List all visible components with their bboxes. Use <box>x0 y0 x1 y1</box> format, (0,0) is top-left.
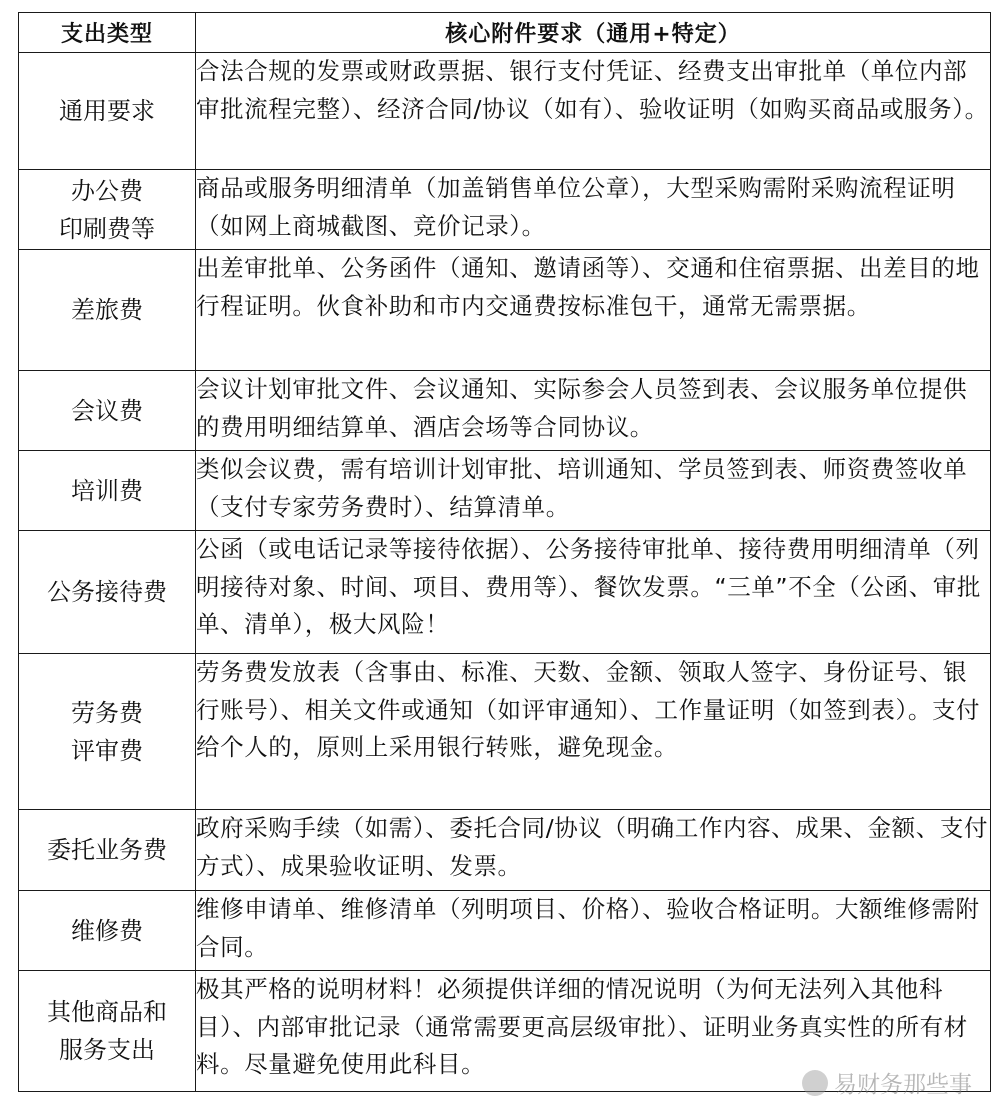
attachment-requirements-table <box>18 12 991 1092</box>
table-header-row <box>19 13 991 53</box>
expense-type-cell: 公务接待费 <box>19 531 196 654</box>
expense-type-cell: 委托业务费 <box>19 810 196 891</box>
expense-type-cell: 办公费 印刷费等 <box>19 170 196 250</box>
watermark-text: 易财务那些事 <box>834 1072 972 1098</box>
expense-type-cell: 差旅费 <box>19 250 196 371</box>
table-row <box>19 531 991 654</box>
expense-type-cell: 会议费 <box>19 371 196 451</box>
requirement-cell: 维修申请单、维修清单（列明项目、价格）、验收合格证明。大额维修需附合同。 <box>196 891 991 971</box>
requirement-cell: 商品或服务明细清单（加盖销售单位公章），大型采购需附采购流程证明（如网上商城截图、竞价记录）。 <box>196 170 991 250</box>
expense-type-cell: 劳务费 评审费 <box>19 654 196 810</box>
requirement-cell: 劳务费发放表（含事由、标准、天数、金额、领取人签字、身份证号、银行账号）、相关文件或通知（如评审通知）、工作量证明（如签到表）。支付给个人的，原则上采用银行转账，避免现金。 <box>196 654 991 810</box>
requirement-cell: 出差审批单、公务函件（通知、邀请函等）、交通和住宿票据、出差目的地行程证明。伙食补助和市内交通费按标准包干，通常无需票据。 <box>196 250 991 371</box>
requirement-cell: 政府采购手续（如需）、委托合同/协议（明确工作内容、成果、金额、支付方式）、成果验收证明、发票。 <box>196 810 991 891</box>
expense-type-cell: 其他商品和 服务支出 <box>19 971 196 1092</box>
table-row <box>19 250 991 371</box>
requirement-cell: 公函（或电话记录等接待依据）、公务接待审批单、接待费用明细清单（列明接待对象、时间、项目、费用等）、餐饮发票。“三单”不全（公函、审批单、清单），极大风险！ <box>196 531 991 654</box>
expense-type-cell: 培训费 <box>19 451 196 531</box>
header-expense-type: 支出类型 <box>19 13 196 53</box>
requirements-sheet <box>18 12 990 1092</box>
requirement-cell: 会议计划审批文件、会议通知、实际参会人员签到表、会议服务单位提供的费用明细结算单、酒店会场等合同协议。 <box>196 371 991 451</box>
expense-type-cell: 通用要求 <box>19 53 196 170</box>
requirement-cell: 极其严格的说明材料！必须提供详细的情况说明（为何无法列入其他科目）、内部审批记录（通常需要更高层级审批）、证明业务真实性的所有材料。尽量避免使用此科目。 <box>196 971 991 1092</box>
table-row <box>19 371 991 451</box>
requirement-cell: 类似会议费，需有培训计划审批、培训通知、学员签到表、师资费签收单（支付专家劳务费时）、结算清单。 <box>196 451 991 531</box>
requirement-cell: 合法合规的发票或财政票据、银行支付凭证、经费支出审批单（单位内部审批流程完整）、经济合同/协议（如有）、验收证明（如购买商品或服务）。 <box>196 53 991 170</box>
header-core-attachments: 核心附件要求（通用+特定） <box>196 13 991 53</box>
table-row <box>19 53 991 170</box>
table-row <box>19 971 991 1092</box>
table-row <box>19 654 991 810</box>
table-row <box>19 891 991 971</box>
table-row <box>19 451 991 531</box>
table-row <box>19 810 991 891</box>
expense-type-cell: 维修费 <box>19 891 196 971</box>
table-row <box>19 170 991 250</box>
